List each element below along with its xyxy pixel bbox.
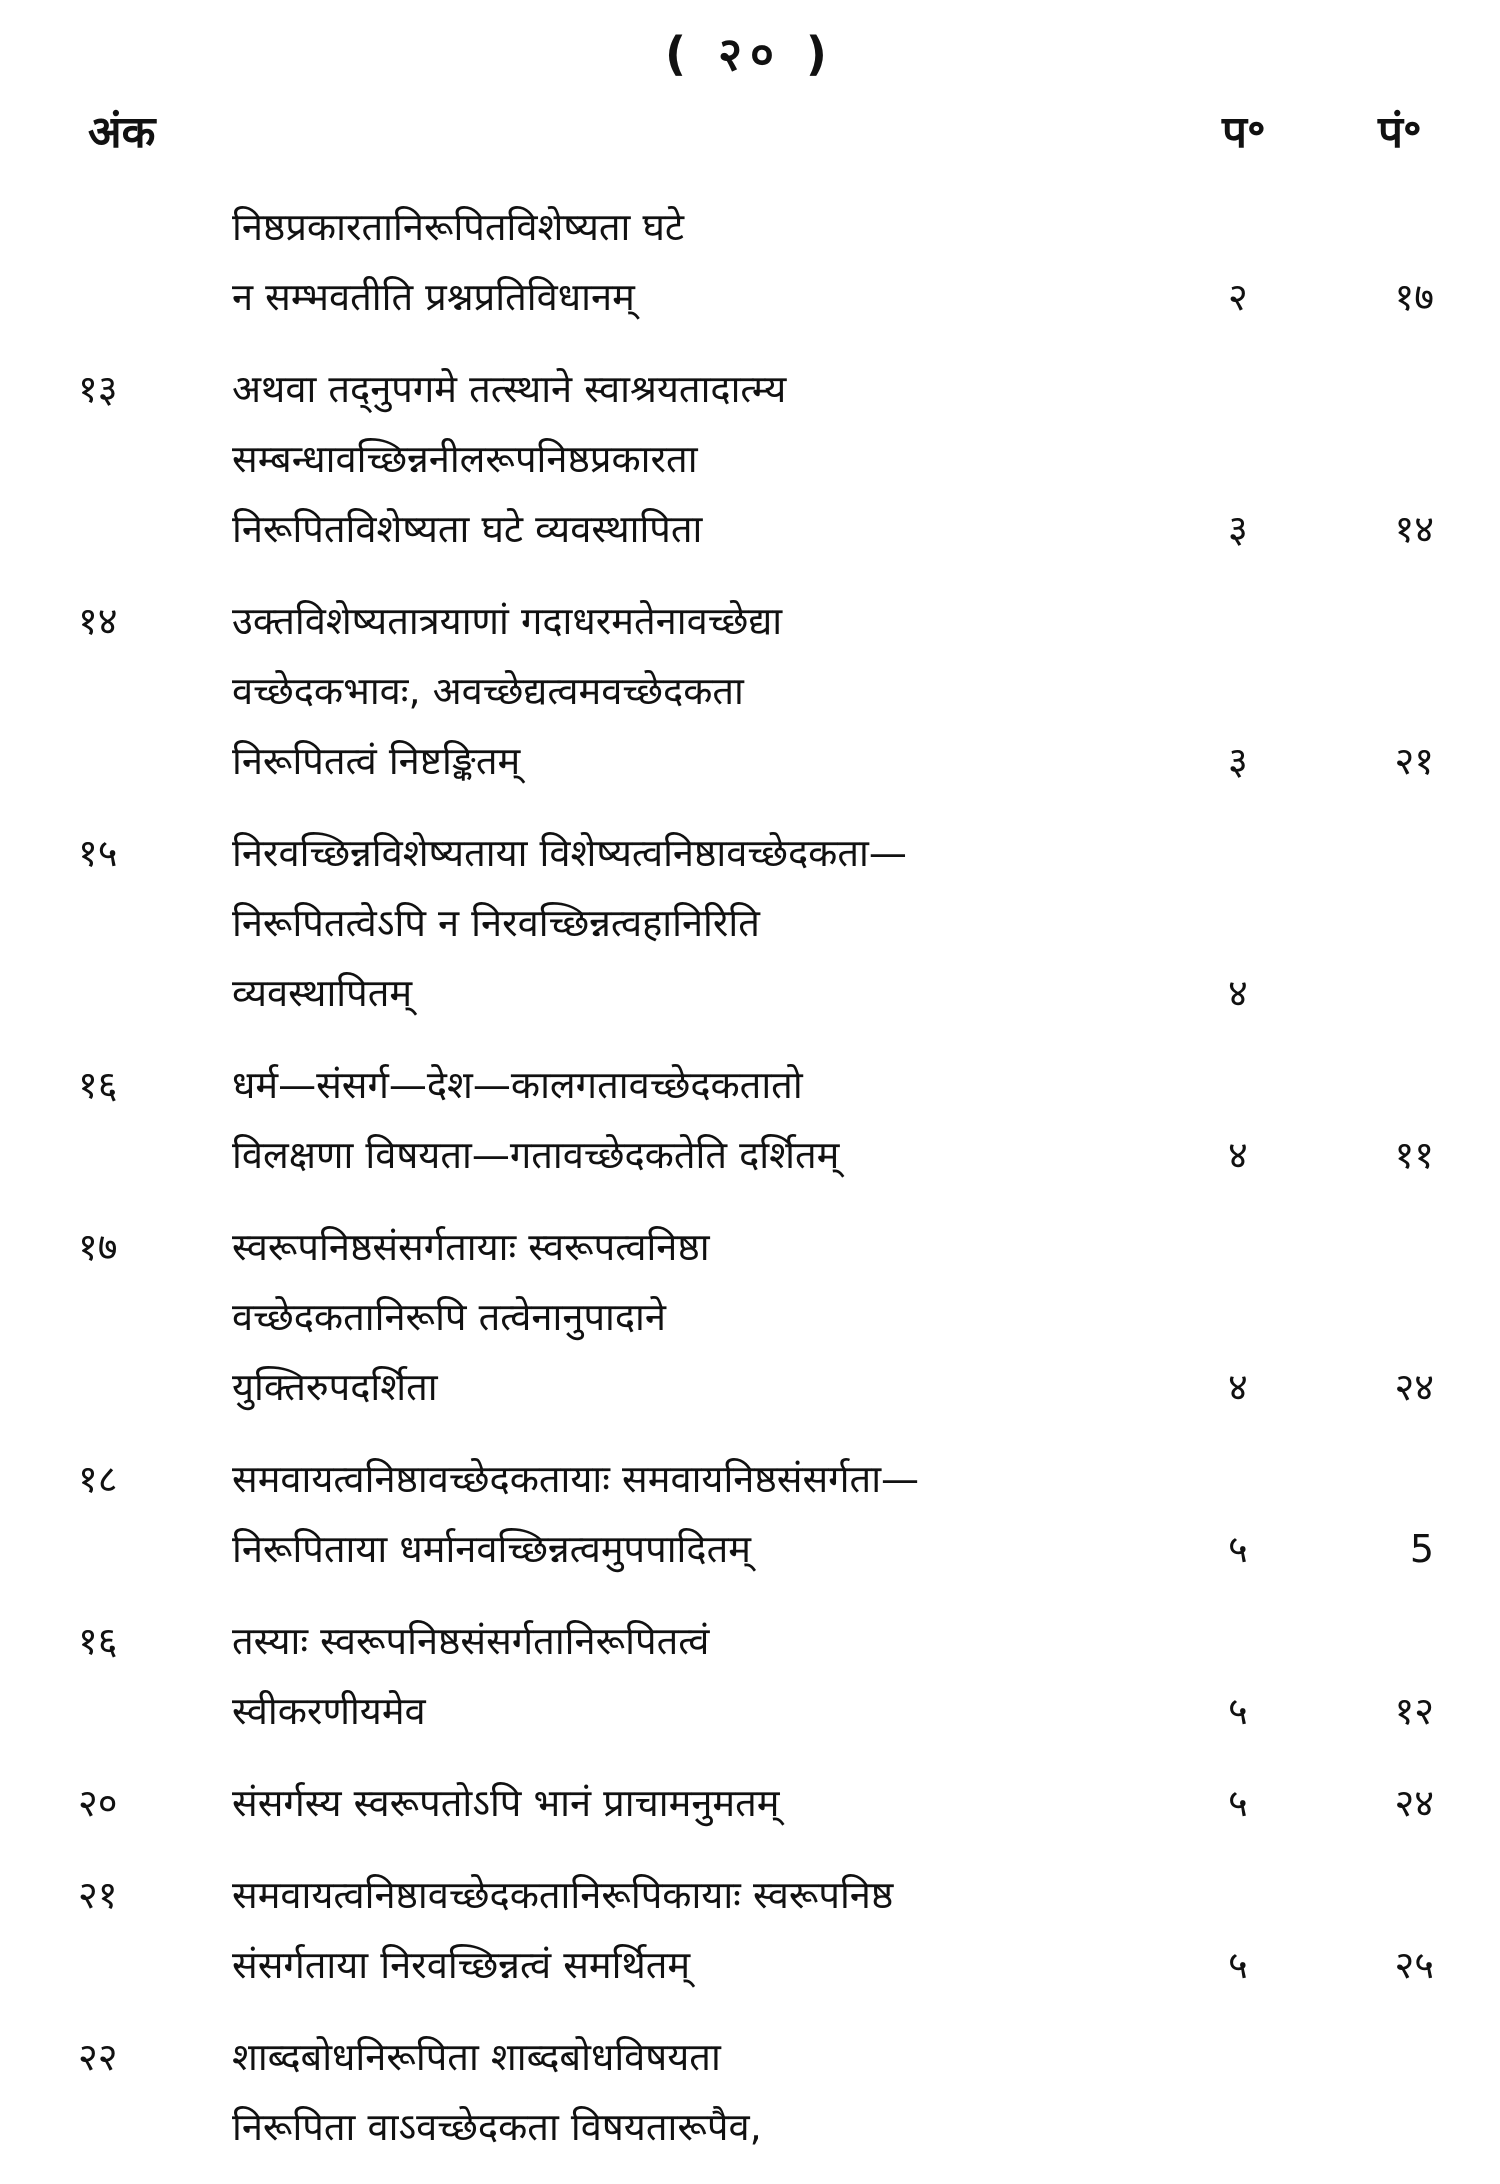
- entry-page: ५: [1228, 1781, 1248, 1825]
- entry-number: २१: [78, 1873, 118, 1917]
- entry-line: १२: [1394, 1689, 1434, 1733]
- entry-number: १८: [78, 1457, 118, 1501]
- index-entry: [0, 1860, 1500, 2000]
- entry-line: १४: [1394, 507, 1434, 551]
- entry-text: [232, 818, 1252, 1028]
- index-entry: [0, 1212, 1500, 1422]
- index-entry: [0, 1606, 1500, 1746]
- entry-text-line: स्वरूपनिष्ठसंसर्गतायाः स्वरूपत्वनिष्ठा: [232, 1225, 710, 1269]
- entry-text-line: शाब्दबोधनिरूपिता शाब्दबोधविषयता: [232, 2035, 721, 2079]
- entry-text: [232, 1860, 1252, 2000]
- entry-text-line: संसर्गताया निरवच्छिन्नत्वं समर्थितम्: [232, 1943, 691, 1987]
- entry-page: ३: [1228, 507, 1248, 551]
- entry-line: २१: [1394, 739, 1434, 783]
- entry-line: ११: [1394, 1133, 1434, 1177]
- index-entry: [0, 818, 1500, 1028]
- header-page-label: प॰: [1222, 107, 1266, 158]
- index-entry: [0, 354, 1500, 564]
- entry-text-line: वच्छेदकतानिरूपि तत्वेनानुपादाने: [232, 1295, 666, 1339]
- entry-page: ४: [1228, 971, 1248, 1015]
- index-entry: [0, 2022, 1500, 2162]
- entry-text-line: सम्बन्धावच्छिन्ननीलरूपनिष्ठप्रकारता: [232, 437, 698, 481]
- entry-text: [232, 1050, 1252, 1190]
- index-entry: [0, 586, 1500, 796]
- page-number: ( २० ): [665, 27, 835, 81]
- entry-text-line: निरूपितविशेष्यता घटे व्यवस्थापिता: [232, 507, 703, 551]
- entry-text-line: तस्याः स्वरूपनिष्ठसंसर्गतानिरूपितत्वं: [232, 1619, 710, 1663]
- entry-text-line: धर्म—संसर्ग—देश—कालगतावच्छेदकतातो: [232, 1063, 803, 1107]
- index-entries: [0, 192, 1500, 2184]
- entry-text-line: स्वीकरणीयमेव: [232, 1689, 426, 1733]
- entry-text-line: व्यवस्थापितम्: [232, 971, 413, 1015]
- entry-text-line: विलक्षणा विषयता—गतावच्छेदकतेति दर्शितम्: [232, 1133, 840, 1177]
- entry-text-line: युक्तिरुपदर्शिता: [232, 1365, 438, 1409]
- entry-text: [232, 354, 1252, 564]
- entry-page: ५: [1228, 1943, 1248, 1987]
- entry-text: [232, 586, 1252, 796]
- entry-text-line: न सम्भवतीति प्रश्नप्रतिविधानम्: [232, 275, 635, 319]
- entry-line: 5: [1409, 1527, 1434, 1571]
- entry-line: २४: [1394, 1365, 1434, 1409]
- entry-text-line: निरवच्छिन्नविशेष्यताया विशेष्यत्वनिष्ठावच्छेदकता—: [232, 831, 907, 875]
- index-entry: [0, 1050, 1500, 1190]
- header-number-label: अंक: [88, 107, 156, 158]
- entry-text-line: वच्छेदकभावः, अवच्छेद्यत्वमवच्छेदकता: [232, 669, 744, 713]
- entry-number: १६: [78, 1063, 118, 1107]
- entry-number: १४: [78, 599, 118, 643]
- entry-text-line: समवायत्वनिष्ठावच्छेदकतानिरूपिकायाः स्वरूपनिष्ठ: [232, 1873, 894, 1917]
- entry-number: १७: [78, 1225, 118, 1269]
- entry-line: १७: [1394, 275, 1434, 319]
- entry-page: ५: [1228, 1689, 1248, 1733]
- entry-number: २०: [78, 1781, 118, 1825]
- entry-text-line: समवायत्वनिष्ठावच्छेदकतायाः समवायनिष्ठसंसर्गता—: [232, 1457, 920, 1501]
- entry-text: [232, 2022, 1252, 2162]
- entry-number: २२: [78, 2035, 118, 2079]
- entry-text-line: निरूपितत्वं निष्टङ्कितम्: [232, 739, 521, 783]
- column-header: [0, 100, 1500, 170]
- entry-text-line: निरूपिता वाऽवच्छेदकता विषयतारूपैव,: [232, 2105, 762, 2149]
- entry-page: ५: [1228, 1527, 1248, 1571]
- entry-number: १६: [78, 1619, 118, 1663]
- entry-line: २४: [1394, 1781, 1434, 1825]
- entry-text: [232, 1212, 1252, 1422]
- entry-text: [232, 1606, 1252, 1746]
- entry-text-line: संसर्गस्य स्वरूपतोऽपि भानं प्राचामनुमतम्: [232, 1781, 780, 1825]
- entry-text-line: निष्ठप्रकारतानिरूपितविशेष्यता घटे: [232, 205, 685, 249]
- entry-number: १३: [78, 367, 118, 411]
- entry-text-line: उक्तविशेष्यतात्रयाणां गदाधरमतेनावच्छेद्या: [232, 599, 783, 643]
- entry-text: [232, 192, 1252, 332]
- entry-text-line: निरूपितत्वेऽपि न निरवच्छिन्नत्वहानिरिति: [232, 901, 760, 945]
- entry-page: ३: [1228, 739, 1248, 783]
- entry-text: [232, 1768, 1252, 1838]
- entry-number: १५: [78, 831, 118, 875]
- entry-page: ४: [1228, 1133, 1248, 1177]
- entry-page: ४: [1228, 1365, 1248, 1409]
- index-entry: [0, 1444, 1500, 1584]
- entry-text-line: निरूपिताया धर्मानवच्छिन्नत्वमुपपादितम्: [232, 1527, 751, 1571]
- entry-page: २: [1228, 275, 1248, 319]
- index-entry: [0, 192, 1500, 332]
- entry-line: २५: [1394, 1943, 1434, 1987]
- index-entry: [0, 1768, 1500, 1838]
- header-line-label: पं॰: [1378, 107, 1422, 158]
- entry-text-line: अथवा तद्नुपगमे तत्स्थाने स्वाश्रयतादात्म्य: [232, 367, 787, 411]
- entry-text: [232, 1444, 1252, 1584]
